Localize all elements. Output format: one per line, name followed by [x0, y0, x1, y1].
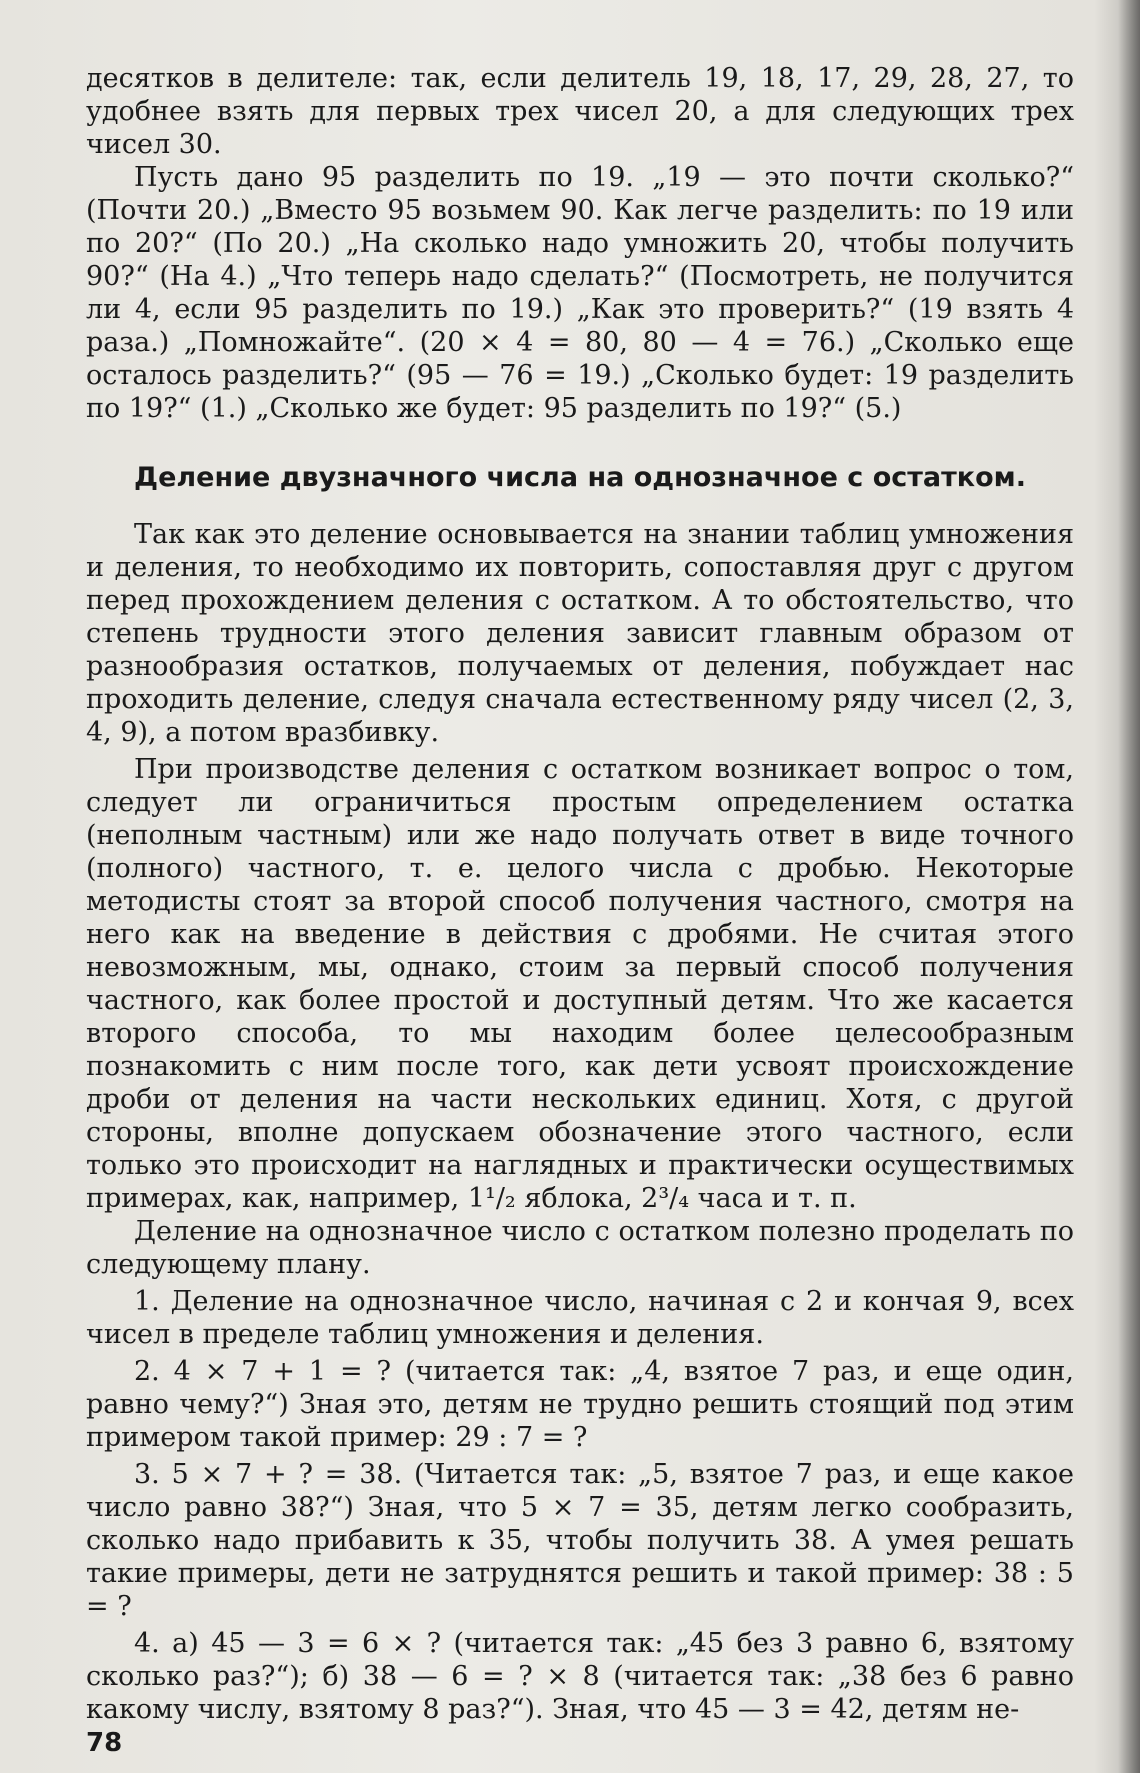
page-number: 78	[86, 1728, 123, 1758]
section-heading: Деление двузначного числа на однозначное с остатком.	[134, 462, 1026, 493]
paragraph: Деление на однозначное число с остатком полезно проделать по следующему плану.	[86, 1216, 1074, 1280]
paragraph: Пусть дано 95 разделить по 19. „19 — это почти сколько?“ (Почти 20.) „Вместо 95 возьмем 90. Как легче разделить: по 19 или по 20?“ (По 20.) „На сколько надо умножить 20, чтобы получить 90?“ (На 4.) „Что теперь надо сделать?“ (Посмотреть, не получится ли 4, если 95 разделить по 19.) „Как это проверить?“ (19 взять 4 раза.) „Помножайте“. (20 × 4 = 80, 80 — 4 = 76.) „Сколько еще осталось разделить?“ (95 — 76 = 19.) „Сколько будет: 19 разделить по 19?“ (1.) „Сколько же будет: 95 разделить по 19?“ (5.)	[86, 162, 1074, 424]
page-spine-shadow	[1118, 0, 1140, 1773]
paragraph: 1. Деление на однозначное число, начиная с 2 и кончая 9, всех чисел в пределе таблиц умножения и деления.	[86, 1286, 1074, 1350]
paragraph: десятков в делителе: так, если делитель 19, 18, 17, 29, 28, 27, то удобнее взять для первых трех чисел 20, а для следующих трех чисел 30.	[86, 63, 1074, 160]
paragraph: 3. 5 × 7 + ? = 38. (Читается так: „5, взятое 7 раз, и еще какое число равно 38?“) Зная, что 5 × 7 = 35, детям легко сообразить, сколько надо прибавить к 35, чтобы получить 38. А умея решать такие примеры, дети не затруднятся решить и такой пример: 38 : 5 = ?	[86, 1459, 1074, 1622]
paragraph: 4. а) 45 — 3 = 6 × ? (читается так: „45 без 3 равно 6, взятому сколько раз?“); б) 38 — 6 = ? × 8 (читается так: „38 без 6 равно какому числу, взятому 8 раз?“). Зная, что 45 — 3 = 42, детям не-	[86, 1628, 1074, 1725]
paragraph: При производстве деления с остатком возникает вопрос о том, следует ли ограничиться простым определением остатка (неполным частным) или же надо получать ответ в виде точного (полного) частного, т. е. целого числа с дробью. Некоторые методисты стоят за второй способ получения частного, смотря на него как на введение в действия с дробями. Не считая этого невозможным, мы, однако, стоим за первый способ получения частного, как более простой и доступный детям. Что же касается второго способа, то мы находим более целесообразным познакомить с ним после того, как дети усвоят происхождение дроби от деления на части нескольких единиц. Хотя, с другой стороны, вполне допускаем обозначение этого частного, если только это происходит на наглядных и практически осуществимых примерах, как, например, 1¹/₂ яблока, 2³/₄ часа и т. п.	[86, 754, 1074, 1214]
paragraph: Так как это деление основывается на знании таблиц умножения и деления, то необходимо их повторить, сопоставляя друг с другом перед прохождением деления с остатком. А то обстоятельство, что степень трудности этого деления зависит главным образом от разнообразия остатков, получаемых от деления, побуждает нас проходить деление, следуя сначала естественному ряду чисел (2, 3, 4, 9), а потом вразбивку.	[86, 519, 1074, 748]
paragraph: 2. 4 × 7 + 1 = ? (читается так: „4, взятое 7 раз, и еще один, равно чему?“) Зная это, детям не трудно решить стоящий под этим примером такой пример: 29 : 7 = ?	[86, 1356, 1074, 1453]
page-content	[86, 62, 1074, 1726]
